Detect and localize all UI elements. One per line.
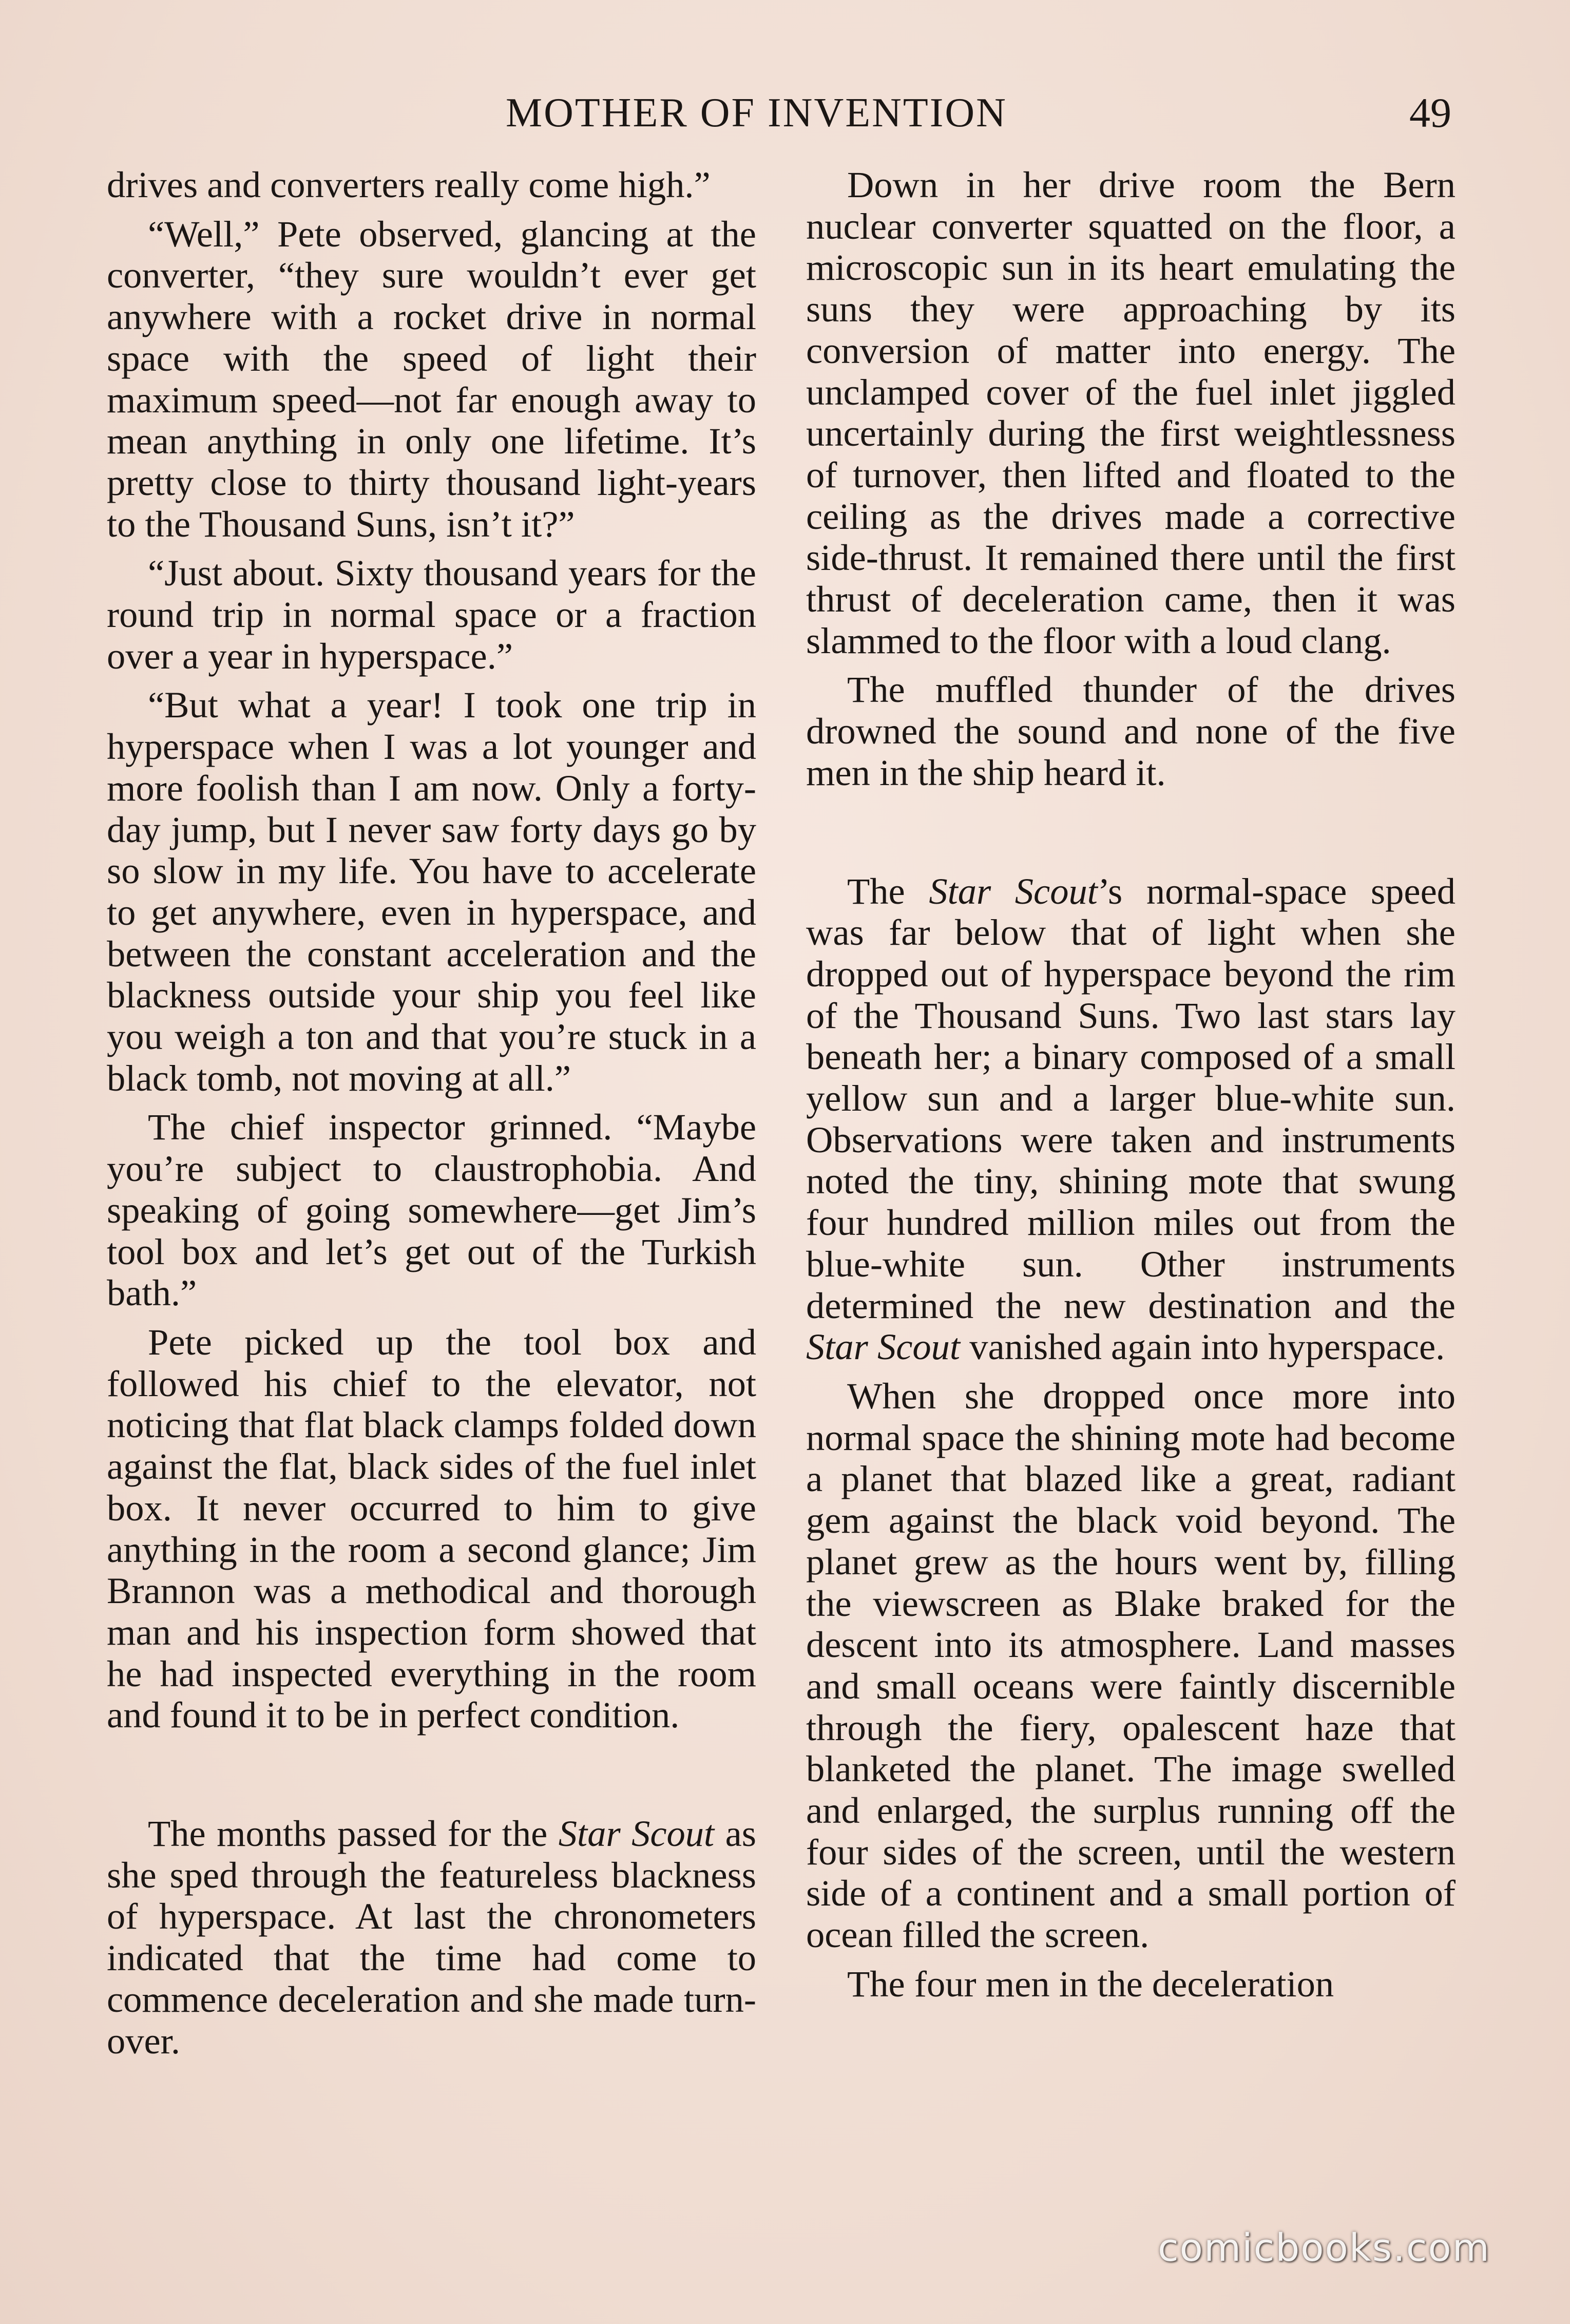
running-head bbox=[0, 87, 1570, 139]
right-column bbox=[806, 164, 1456, 2013]
text-run: The bbox=[847, 870, 929, 912]
paragraph bbox=[107, 1322, 756, 1736]
text-run: Down in her drive room the Bern nuclear converter squatted on the floor, a microscopic sun in its heart emulating the suns they were approaching by its conversion of matter into energy. The unclamped cover of the fuel inlet jiggled uncertainly during the first weightlessness of turnover, then lifted and floated to the ceiling as the drives made a corrective side-thrust. It remained there until the first thrust of deceleration came, then it was slammed to the floor with a loud clang. bbox=[806, 164, 1456, 661]
paragraph bbox=[107, 553, 756, 677]
text-run: “Well,” Pete observed, glancing at the converter, “they sure wouldn’t ever get anywhere with a rocket drive in normal space with the speed of light their maximum speed—not far enough away to mean anything in only one lifetime. It’s pretty close to thirty thousand light-years to the Thousand Suns, isn’t it?” bbox=[107, 213, 756, 545]
paragraph bbox=[806, 164, 1456, 661]
text-run: drives and converters really come high.” bbox=[107, 164, 711, 205]
text-run: vanished again into hyperspace. bbox=[960, 1326, 1445, 1368]
watermark: comicbooks.com bbox=[1158, 2226, 1490, 2270]
paragraph bbox=[107, 214, 756, 545]
paragraph bbox=[107, 164, 756, 206]
paragraph bbox=[806, 1376, 1456, 1956]
text-run: Pete picked up the tool box and followed his chief to the elevator, not noticing that flat black clamps folded down against the flat, black sides of the fuel inlet box. It never occurred to him to give anything in the room a second glance; Jim Brannon was a methodical and thorough man and his inspection form showed that he had inspected everything in the room and found it to be in perfect condition. bbox=[107, 1321, 756, 1736]
page-number: 49 bbox=[1409, 89, 1451, 136]
paragraph bbox=[107, 1107, 756, 1314]
italic-text: Star Scout bbox=[558, 1813, 715, 1855]
italic-text: Star Scout bbox=[806, 1326, 961, 1368]
left-column bbox=[107, 164, 756, 2069]
paragraph bbox=[806, 669, 1456, 793]
text-run: The months passed for the bbox=[148, 1813, 559, 1855]
paragraph bbox=[806, 871, 1456, 1368]
paragraph bbox=[107, 1813, 756, 2062]
text-run: “Just about. Sixty thousand years for the round trip in normal space or a fraction over a year in hyperspace.” bbox=[107, 552, 756, 677]
paragraph bbox=[107, 684, 756, 1099]
text-run: as she sped through the featureless blackness of hyperspace. At last the chronometers indicated that the time had come to commence deceleration and she made turn-over. bbox=[107, 1813, 757, 2062]
text-run: The chief inspector grinned. “Maybe you’re subject to claustrophobia. And speaking of going somewhere—get Jim’s tool box and let’s get out of the Turkish bath.” bbox=[107, 1106, 756, 1314]
running-title: MOTHER OF INVENTION bbox=[506, 90, 1007, 136]
text-run: ’s normal-space speed was far below that of light when she dropped out of hyperspace beyond the rim of the Thousand Suns. Two last stars lay beneath her; a binary composed of a small yellow sun and a larger blue-white sun. Observations were taken and instruments noted the tiny, shining mote that swung four hundred million miles out from the blue-white sun. Other instruments determined the new destination and the bbox=[806, 870, 1456, 1326]
text-run: The muffled thunder of the drives drowned the sound and none of the five men in the ship heard it. bbox=[806, 669, 1456, 793]
paragraph bbox=[806, 1964, 1456, 2005]
text-run: “But what a year! I took one trip in hyperspace when I was a lot younger and more foolish than I am now. Only a forty-day jump, but I never saw forty days go by so slow in my life. You have to accelerate to get anywhere, even in hyperspace, and between the constant acceleration and the blackness outside your ship you feel like you weigh a ton and that you’re stuck in a black tomb, not moving at all.” bbox=[107, 684, 756, 1099]
italic-text: Star Scout bbox=[929, 870, 1098, 912]
text-run: The four men in the deceleration bbox=[847, 1963, 1334, 2005]
text-run: When she dropped once more into normal space the shining mote had become a planet that blazed like a great, radiant gem against the black void beyond. The planet grew as the hours went by, filling the viewscreen as Blake braked for the descent into its atmosphere. Land masses and small oceans were faintly discernible through the fiery, opalescent haze that blanketed the planet. The image swelled and enlarged, the surplus running off the four sides of the screen, until the western side of a continent and a small portion of ocean filled the screen. bbox=[806, 1375, 1456, 1956]
